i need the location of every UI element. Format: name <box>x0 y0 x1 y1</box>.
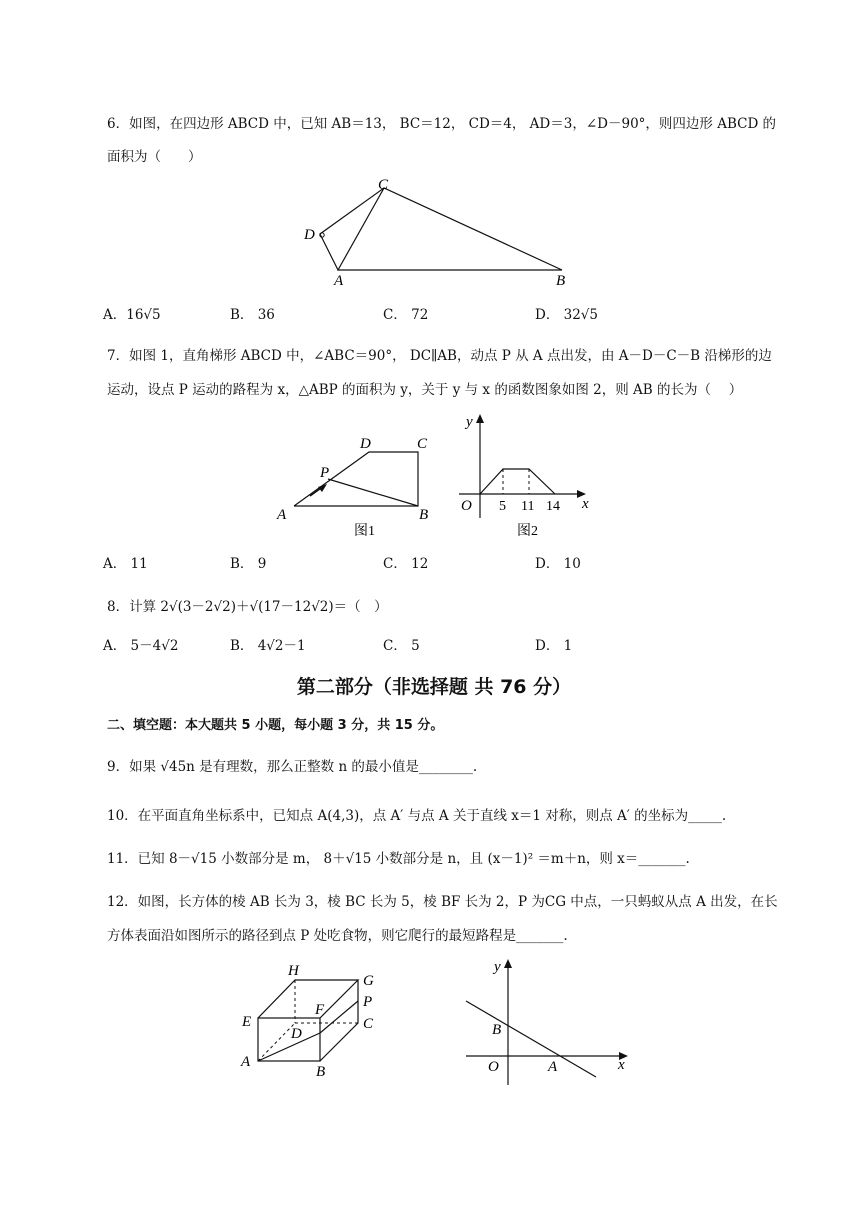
q12-axes-figure <box>460 955 640 1090</box>
q7-fig1-label-d: D <box>360 436 371 452</box>
q12-box-label-d: D <box>291 1026 302 1042</box>
q7-fig2-tick-5: 5 <box>499 499 506 514</box>
q7-fig2-label-y: y <box>466 414 473 430</box>
q6-option-c: C． 72 <box>383 307 429 323</box>
q12-box-label-e: E <box>242 1014 252 1030</box>
q12-axes-label-b: B <box>492 1022 502 1038</box>
q8-line-1: 8．计算 2√(3－2√2)＋√(17－12√2)＝（ ） <box>107 599 388 615</box>
q7-option-d: D． 10 <box>535 556 581 572</box>
q6-option-d: D． 32√5 <box>535 307 598 323</box>
q12-axes-label-x: x <box>618 1057 625 1073</box>
q6-label-d: D <box>304 227 315 243</box>
q7-fig1-label-b: B <box>419 507 429 523</box>
q12-line-2: 方体表面沿如图所示的路径到点 P 处吃食物，则它爬行的最短路程是_______. <box>107 928 568 944</box>
q10-text: 10．在平面直角坐标系中，已知点 A(4,3)，点 A′ 与点 A 关于直线 x＝1 对称，则点 A′ 的坐标为_____. <box>107 808 727 824</box>
q7-fig1-label-a: A <box>277 507 287 523</box>
q6-option-b: B． 36 <box>230 307 275 323</box>
q9-text: 9．如果 √45n 是有理数，那么正整数 n 的最小值是________. <box>107 759 478 775</box>
q7-fig1-label-c: C <box>417 436 428 452</box>
q8-option-d: D． 1 <box>535 638 573 654</box>
q8-option-c: C． 5 <box>383 638 420 654</box>
q7-line-1: 7．如图 1，直角梯形 ABCD 中，∠ABC＝90°， DC∥AB，动点 P 从 A 点出发，由 A－D－C－B 沿梯形的边 <box>107 348 772 364</box>
q12-box-label-h: H <box>288 963 299 979</box>
q7-fig2-label-o: O <box>461 498 472 514</box>
q6-quadrilateral-figure <box>300 175 580 290</box>
q12-box-label-f: F <box>315 1002 325 1018</box>
q12-line-1: 12．如图，长方体的棱 AB 长为 3，棱 BC 长为 5，棱 BF 长为 2，P 为CG 中点，一只蚂蚁从点 A 出发，在长 <box>107 894 778 910</box>
q6-line-1: 6．如图，在四边形 ABCD 中，已知 AB＝13， BC＝12， CD＝4， AD＝3，∠D－90°，则四边形 ABCD 的 <box>107 116 777 132</box>
q8-option-a: A． 5－4√2 <box>103 638 179 654</box>
q7-fig2-tick-11: 11 <box>521 499 535 514</box>
q12-axes-label-o: O <box>488 1059 499 1075</box>
q6-option-a: A．16√5 <box>103 307 161 323</box>
q7-option-a: A． 11 <box>103 556 148 572</box>
q12-box-label-a: A <box>241 1054 251 1070</box>
q12-cuboid-figure <box>238 958 388 1083</box>
q6-label-a: A <box>334 273 344 289</box>
q7-line-2: 运动，设点 P 运动的路程为 x，△ABP 的面积为 y，关于 y 与 x 的函数图象如图 2，则 AB 的长为（ ） <box>107 382 743 398</box>
section-title: 第二部分（非选择题 共 76 分） <box>296 676 572 698</box>
q11-text: 11．已知 8－√15 小数部分是 m， 8＋√15 小数部分是 n，且 (x－1)² ＝m＋n，则 x＝_______. <box>107 851 690 867</box>
q7-option-c: C． 12 <box>383 556 429 572</box>
q7-fig1-caption: 图1 <box>354 524 375 539</box>
q12-axes-label-y: y <box>494 959 501 975</box>
q12-box-label-b: B <box>316 1064 326 1080</box>
q7-fig2-tick-14: 14 <box>546 499 560 514</box>
q7-graph-figure <box>455 410 605 545</box>
q7-trapezoid-figure <box>272 430 442 545</box>
q12-axes-label-a: A <box>548 1059 558 1075</box>
q7-fig2-label-x: x <box>582 496 589 512</box>
q6-label-b: B <box>556 273 566 289</box>
q7-fig2-caption: 图2 <box>517 524 538 539</box>
q12-box-label-g: G <box>363 973 374 989</box>
section-heading: 二、填空题：本大题共 5 小题，每小题 3 分，共 15 分。 <box>107 718 444 733</box>
q6-label-c: C <box>378 177 389 193</box>
q7-fig1-label-p: P <box>320 465 330 481</box>
q12-box-label-p: P <box>363 994 373 1010</box>
q6-line-2: 面积为（ ） <box>107 149 202 165</box>
q7-option-b: B． 9 <box>230 556 267 572</box>
q12-box-label-c: C <box>363 1016 374 1032</box>
q8-option-b: B． 4√2－1 <box>230 638 306 654</box>
